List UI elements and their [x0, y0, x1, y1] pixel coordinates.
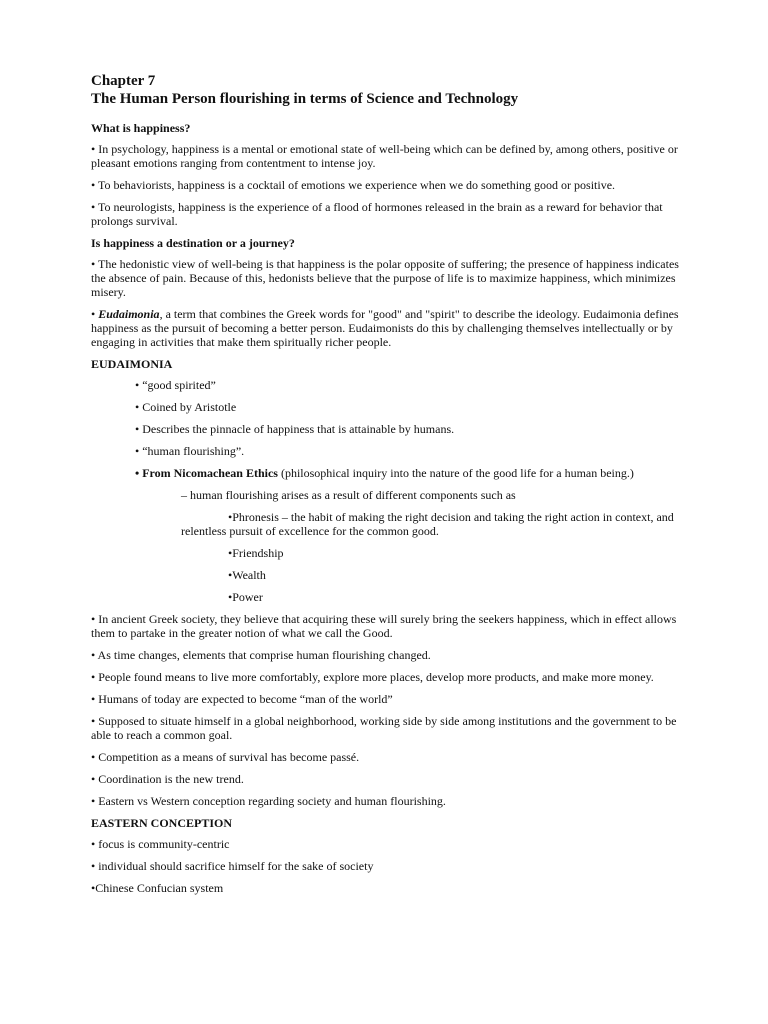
- sub-item: – human flourishing arises as a result of different components such as: [181, 488, 516, 502]
- nicomachean-text: (philosophical inquiry into the nature of the good life for a human being.): [277, 466, 634, 480]
- paragraph-bullet: • Supposed to situate himself in a global neighborhood, working side by side among institutions and the government to be able to reach a common goal.: [91, 714, 677, 742]
- paragraph-eudaimonia-text: , a term that combines the Greek words for "good" and "spirit" to describe the ideology. Eudaimonia defines happiness as the pursuit of becoming a better person. Eudaimonists do this by challenging themselves intellectually or by engaging in activities that make them spiritually richer people.: [91, 307, 679, 349]
- chapter-label: Chapter 7: [91, 73, 156, 89]
- paragraph-bullet: • Humans of today are expected to become “man of the world”: [91, 692, 393, 706]
- heading-eastern-conception: EASTERN CONCEPTION: [91, 816, 233, 830]
- paragraph-bullet: • focus is community-centric: [91, 837, 230, 851]
- heading-what-is-happiness: What is happiness?: [91, 121, 191, 135]
- paragraph-bullet: • In ancient Greek society, they believe that acquiring these will surely bring the seekers happiness, which in effect allows them to partake in the greater notion of what we call the Good.: [91, 612, 677, 640]
- list-item-nicomachean: [135, 466, 691, 480]
- list-item: • Coined by Aristotle: [135, 400, 237, 414]
- paragraph-bullet: •Chinese Confucian system: [91, 881, 224, 895]
- list-item: • Describes the pinnacle of happiness that is attainable by humans.: [135, 422, 455, 436]
- heading-eudaimonia: EUDAIMONIA: [91, 357, 173, 371]
- chapter-title: The Human Person flourishing in terms of Science and Technology: [91, 91, 519, 107]
- nicomachean-label: • From Nicomachean Ethics: [135, 466, 278, 480]
- list-item: • “good spirited”: [135, 378, 216, 392]
- component-item: •Phronesis – the habit of making the right decision and taking the right action in context, and relentless pursuit of excellence for the common good.: [181, 510, 674, 538]
- component-item: •Friendship: [228, 546, 284, 560]
- paragraph-bullet: • Competition as a means of survival has become passé.: [91, 750, 360, 764]
- paragraph-psychology: • In psychology, happiness is a mental or emotional state of well-being which can be defined by, among others, positive or pleasant emotions ranging from contentment to intense joy.: [91, 142, 678, 170]
- heading-destination-or-journey: Is happiness a destination or a journey?: [91, 236, 295, 250]
- term-eudaimonia: Eudaimonia: [98, 307, 160, 321]
- paragraph-bullet: • Eastern vs Western conception regarding society and human flourishing.: [91, 794, 446, 808]
- paragraph-bullet: • People found means to live more comfortably, explore more places, develop more products, and make more money.: [91, 670, 654, 684]
- component-item: •Wealth: [228, 568, 266, 582]
- document-page: [91, 72, 691, 903]
- paragraph-neurologists: • To neurologists, happiness is the experience of a flood of hormones released in the brain as a reward for behavior that prolongs survival.: [91, 200, 663, 228]
- paragraph-behaviorists: • To behaviorists, happiness is a cocktail of emotions we experience when we do something good or positive.: [91, 178, 616, 192]
- component-item: •Power: [228, 590, 263, 604]
- paragraph-bullet: • As time changes, elements that comprise human flourishing changed.: [91, 648, 431, 662]
- paragraph-bullet: • Coordination is the new trend.: [91, 772, 244, 786]
- list-item: • “human flourishing”.: [135, 444, 245, 458]
- paragraph-hedonistic: • The hedonistic view of well-being is that happiness is the polar opposite of suffering; the presence of happiness indicates the absence of pain. Because of this, hedonists believe that the purpose of life is to maximize happiness, which minimizes misery.: [91, 257, 679, 299]
- paragraph-eudaimonia: [91, 307, 691, 349]
- bullet: •: [91, 307, 99, 321]
- paragraph-bullet: • individual should sacrifice himself for the sake of society: [91, 859, 374, 873]
